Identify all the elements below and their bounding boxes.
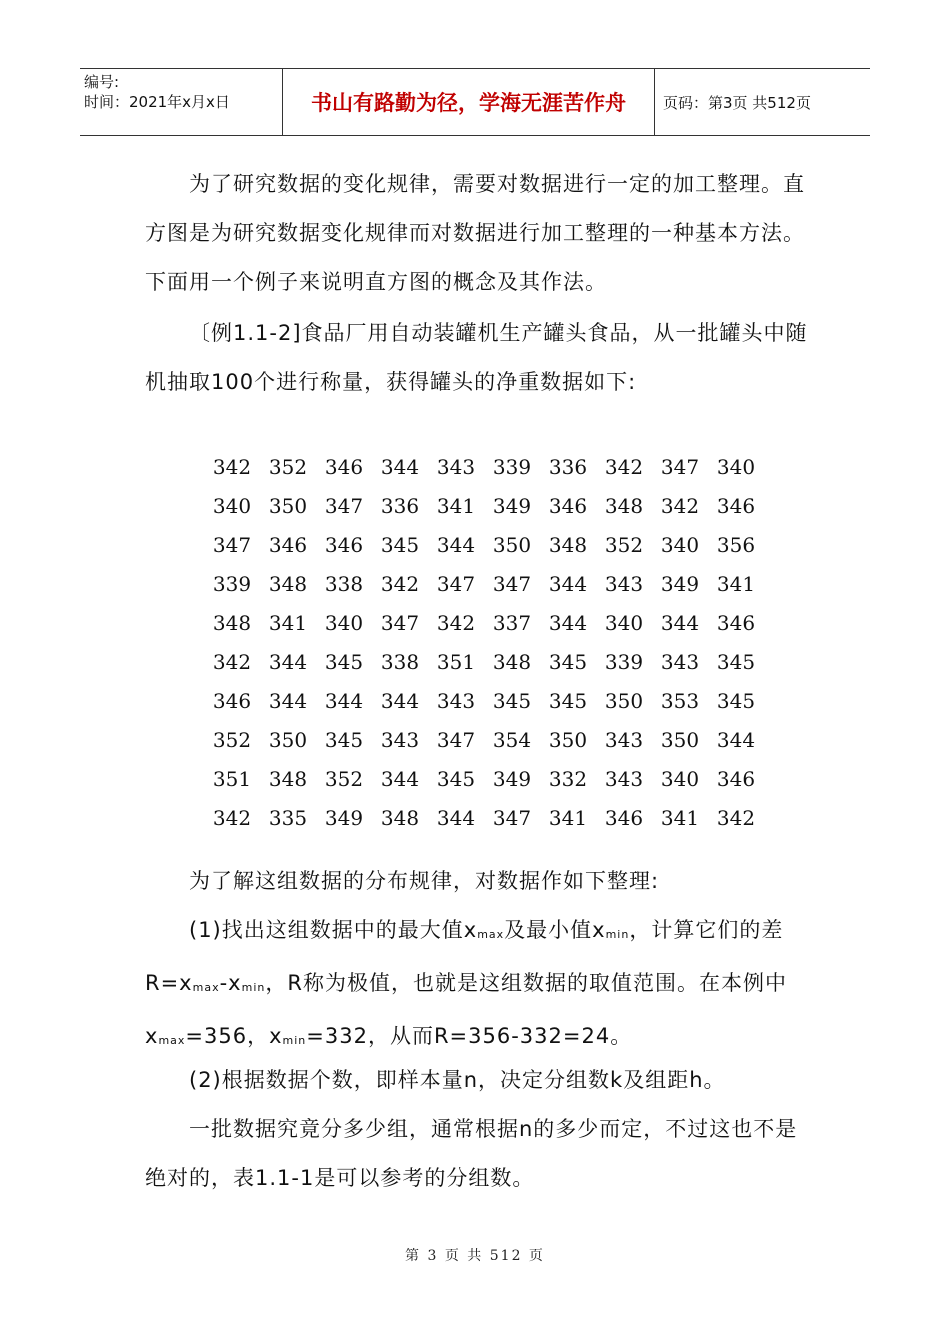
data-cell: 347 xyxy=(212,533,252,557)
data-cell: 344 xyxy=(716,728,756,752)
data-cell: 338 xyxy=(380,650,420,674)
data-cell: 340 xyxy=(660,767,700,791)
paragraph-step2: (2)根据数据个数，即样本量n，决定分组数k及组距h。 xyxy=(189,1068,726,1092)
data-cell: 350 xyxy=(268,494,308,518)
data-cell: 345 xyxy=(436,767,476,791)
data-cell: 342 xyxy=(212,455,252,479)
data-cell: 346 xyxy=(268,533,308,557)
data-cell: 346 xyxy=(716,767,756,791)
data-cell: 352 xyxy=(604,533,644,557)
data-cell: 336 xyxy=(380,494,420,518)
paragraph-intro: 为了研究数据的变化规律，需要对数据进行一定的加工整理。直方图是为研究数据变化规律而对数据进行加工整理的一种基本方法。下面用一个例子来说明直方图的概念及其作法。 xyxy=(145,172,805,294)
data-cell: 344 xyxy=(660,611,700,635)
data-cell: 345 xyxy=(716,689,756,713)
data-cell: 348 xyxy=(604,494,644,518)
data-cell: 343 xyxy=(604,728,644,752)
paragraph-example: 〔例1.1-2]食品厂用自动装罐机生产罐头食品，从一批罐头中随机抽取100个进行称量，获得罐头的净重数据如下: xyxy=(145,321,808,394)
data-cell: 349 xyxy=(324,806,364,830)
header-motto: 书山有路勤为径，学海无涯苦作舟 xyxy=(283,69,655,135)
data-cell: 341 xyxy=(268,611,308,635)
data-cell: 350 xyxy=(604,689,644,713)
data-cell: 349 xyxy=(492,767,532,791)
data-cell: 336 xyxy=(548,455,588,479)
data-cell: 339 xyxy=(604,650,644,674)
data-cell: 343 xyxy=(604,767,644,791)
data-cell: 347 xyxy=(492,806,532,830)
data-cell: 342 xyxy=(212,806,252,830)
header-meta xyxy=(80,69,283,135)
data-cell: 345 xyxy=(548,689,588,713)
time-label: 时间：2021年x月x日 xyxy=(84,93,230,111)
data-cell: 347 xyxy=(660,455,700,479)
data-cell: 332 xyxy=(548,767,588,791)
data-cell: 347 xyxy=(492,572,532,596)
data-cell: 340 xyxy=(660,533,700,557)
data-cell: 347 xyxy=(436,728,476,752)
data-table xyxy=(204,448,764,838)
paragraph-organize: 为了解这组数据的分布规律，对数据作如下整理: xyxy=(189,869,660,893)
paragraph-step1: (1)找出这组数据中的最大值$x_{max}$及最小值$x_{min}$，计算它们的差$R=x_{max}-x_{min}$，R称为极值，也就是这组数据的取值范围。在本例中$x_{max}=356$，$x_{min}=332$，从而R=356-332=24。 xyxy=(145,918,787,1048)
data-cell: 345 xyxy=(716,650,756,674)
data-cell: 347 xyxy=(324,494,364,518)
data-cell: 337 xyxy=(492,611,532,635)
data-cell: 341 xyxy=(716,572,756,596)
data-cell: 348 xyxy=(268,572,308,596)
data-cell: 344 xyxy=(268,650,308,674)
data-cell: 338 xyxy=(324,572,364,596)
data-cell: 352 xyxy=(212,728,252,752)
data-cell: 342 xyxy=(660,494,700,518)
data-cell: 339 xyxy=(212,572,252,596)
data-cell: 344 xyxy=(380,689,420,713)
data-cell: 340 xyxy=(604,611,644,635)
data-cell: 350 xyxy=(548,728,588,752)
data-cell: 353 xyxy=(660,689,700,713)
data-cell: 345 xyxy=(380,533,420,557)
data-cell: 344 xyxy=(380,767,420,791)
data-cell: 346 xyxy=(324,533,364,557)
data-cell: 344 xyxy=(436,806,476,830)
data-cell: 348 xyxy=(268,767,308,791)
data-cell: 352 xyxy=(268,455,308,479)
data-cell: 340 xyxy=(212,494,252,518)
data-cell: 344 xyxy=(436,533,476,557)
page-header xyxy=(80,68,870,136)
data-cell: 341 xyxy=(660,806,700,830)
data-cell: 346 xyxy=(716,611,756,635)
data-cell: 342 xyxy=(436,611,476,635)
data-cell: 346 xyxy=(324,455,364,479)
data-cell: 350 xyxy=(268,728,308,752)
data-cell: 356 xyxy=(716,533,756,557)
data-cell: 347 xyxy=(380,611,420,635)
data-cell: 335 xyxy=(268,806,308,830)
data-cell: 344 xyxy=(548,611,588,635)
data-cell: 345 xyxy=(548,650,588,674)
data-cell: 344 xyxy=(380,455,420,479)
data-cell: 348 xyxy=(380,806,420,830)
data-cell: 339 xyxy=(492,455,532,479)
data-cell: 347 xyxy=(436,572,476,596)
data-cell: 344 xyxy=(324,689,364,713)
data-cell: 354 xyxy=(492,728,532,752)
data-cell: 348 xyxy=(212,611,252,635)
data-cell: 343 xyxy=(604,572,644,596)
data-cell: 342 xyxy=(380,572,420,596)
page-footer: 第 3 页 共 512 页 xyxy=(405,1248,545,1264)
data-cell: 343 xyxy=(436,689,476,713)
data-cell: 342 xyxy=(604,455,644,479)
data-cell: 341 xyxy=(548,806,588,830)
data-cell: 343 xyxy=(436,455,476,479)
data-cell: 351 xyxy=(436,650,476,674)
paragraph-groups: 一批数据究竟分多少组，通常根据n的多少而定，不过这也不是绝对的，表1.1-1是可以参考的分组数。 xyxy=(145,1117,798,1190)
data-cell: 348 xyxy=(548,533,588,557)
header-page-info: 页码：第3页 共512页 xyxy=(663,93,811,112)
data-cell: 345 xyxy=(324,728,364,752)
data-cell: 344 xyxy=(548,572,588,596)
data-cell: 349 xyxy=(660,572,700,596)
data-cell: 350 xyxy=(492,533,532,557)
data-cell: 352 xyxy=(324,767,364,791)
data-cell: 351 xyxy=(212,767,252,791)
number-label: 编号: xyxy=(84,73,120,91)
data-cell: 344 xyxy=(268,689,308,713)
data-cell: 345 xyxy=(324,650,364,674)
data-cell: 346 xyxy=(716,494,756,518)
data-cell: 343 xyxy=(660,650,700,674)
data-cell: 346 xyxy=(212,689,252,713)
data-cell: 343 xyxy=(380,728,420,752)
data-cell: 342 xyxy=(212,650,252,674)
data-cell: 348 xyxy=(492,650,532,674)
data-cell: 345 xyxy=(492,689,532,713)
data-cell: 350 xyxy=(660,728,700,752)
data-cell: 346 xyxy=(548,494,588,518)
data-cell: 340 xyxy=(716,455,756,479)
data-cell: 346 xyxy=(604,806,644,830)
data-cell: 341 xyxy=(436,494,476,518)
data-cell: 349 xyxy=(492,494,532,518)
data-cell: 340 xyxy=(324,611,364,635)
data-cell: 342 xyxy=(716,806,756,830)
